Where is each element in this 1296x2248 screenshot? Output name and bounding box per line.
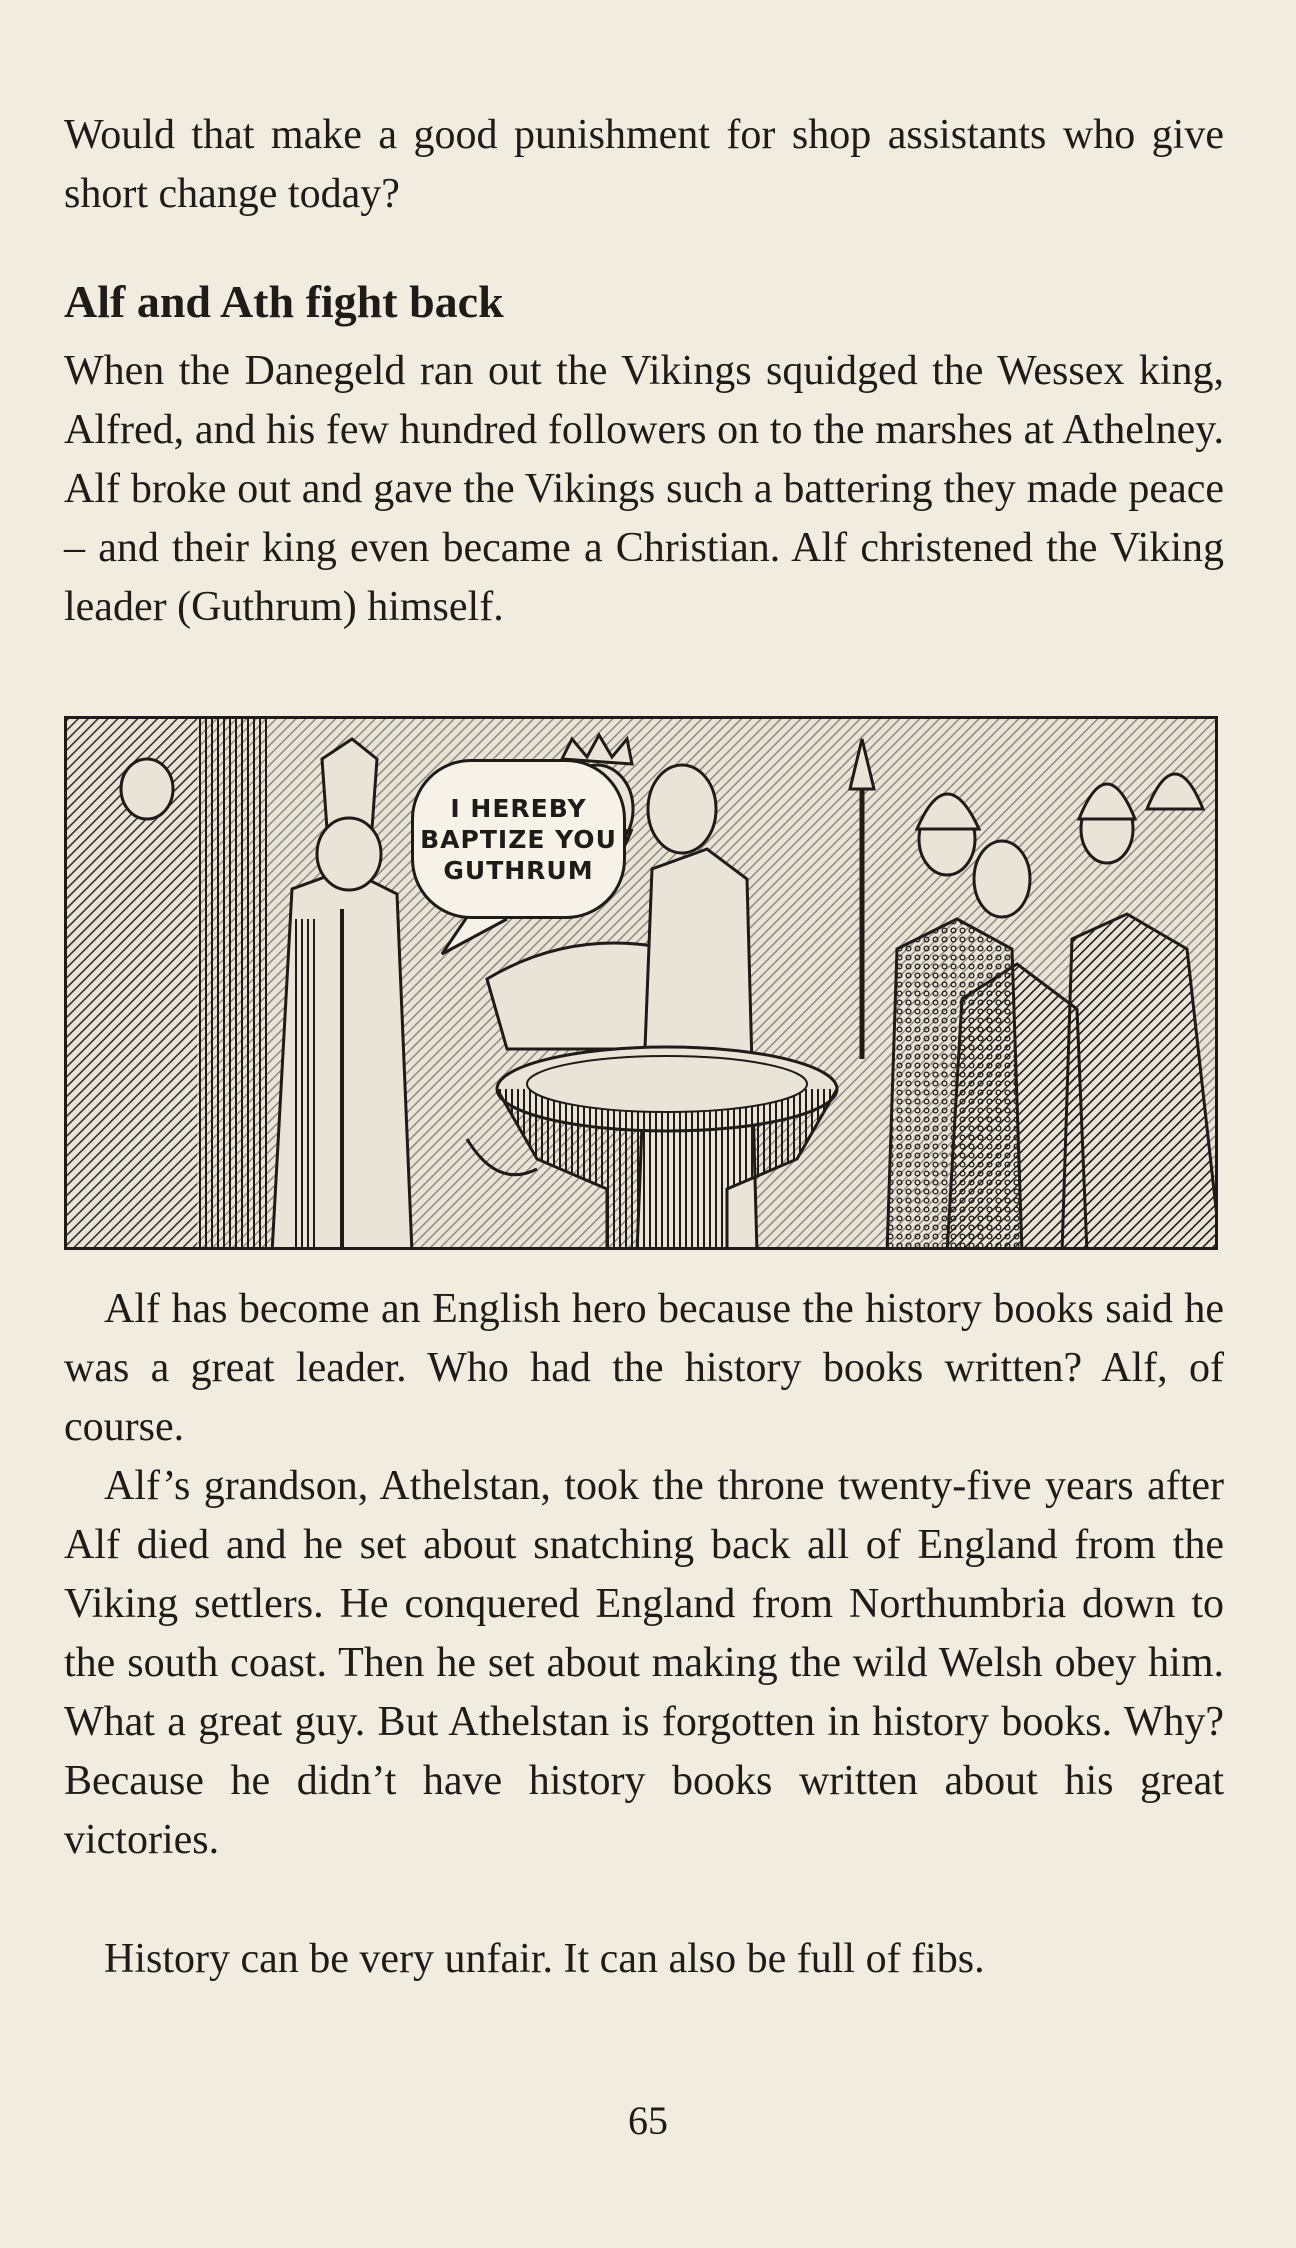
speech-bubble xyxy=(411,759,626,919)
cartoon-illustration xyxy=(64,716,1218,1250)
cartoon-drawing xyxy=(67,719,1218,1250)
paragraph-4: History can be very unfair. It can also be full of fibs. xyxy=(104,1936,985,1982)
paragraph-1: When the Danegeld ran out the Vikings squidged the Wessex king, Alfred, and his few hundred followers on to the marshes at Athelney. Alf broke out and gave the Vikings such a battering they made peace – and their king even became a Christian. Alf christened the Viking leader (Guthrum) himself. xyxy=(64,348,1224,630)
speech-bubble-text: I HEREBY BAPTIZE YOU GUTHRUM xyxy=(420,793,617,885)
paragraph-2: Alf has become an English hero because the history books said he was a great leader. Who had the history books written? Alf, of course. xyxy=(64,1286,1224,1450)
intro-text: Would that make a good punishment for shop assistants who give short change today? xyxy=(64,112,1224,217)
paragraph-3: Alf’s grandson, Athelstan, took the throne twenty-five years after Alf died and he set about snatching back all of England from the Viking settlers. He conquered England from Northumbria down to the south coast. Then he set about making the wild Welsh obey him. What a great guy. But Athelstan is forgotten in history books. Why? Because he didn’t have history books written about his great victories. xyxy=(64,1463,1224,1863)
page-number: 65 xyxy=(628,2098,668,2143)
section-heading: Alf and Ath fight back xyxy=(64,276,504,327)
